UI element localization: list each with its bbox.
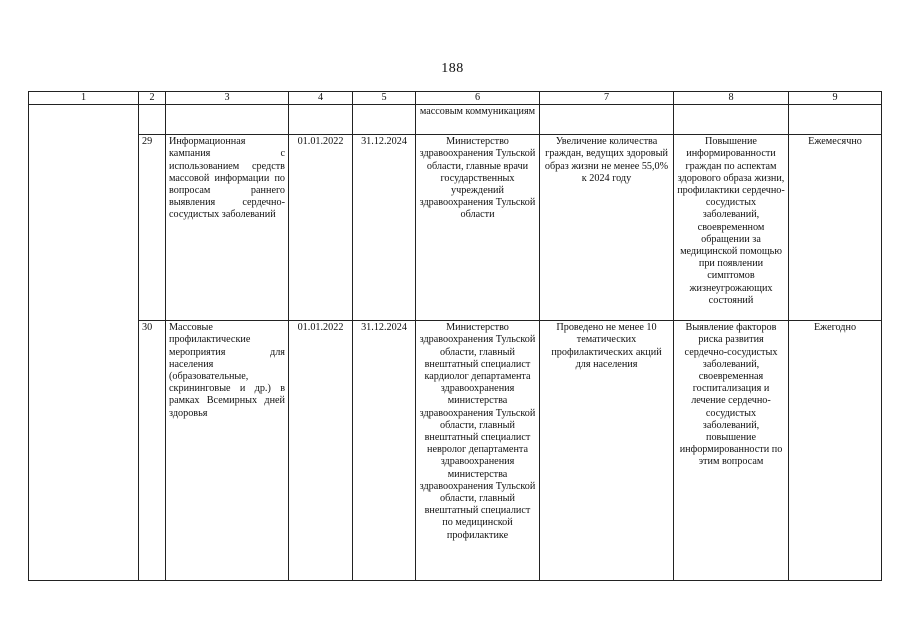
cell-end: 31.12.2024 [353, 321, 416, 581]
cell-end: 31.12.2024 [353, 135, 416, 321]
cell-indicator: Увеличение количества граждан, ведущих здоровый образ жизни не менее 55,0% к 2024 году [540, 135, 674, 321]
column-header-9: 9 [789, 92, 882, 105]
cell-indicator [540, 105, 674, 135]
cell-executor: массовым коммуникациям [416, 105, 540, 135]
cell-name: Информационная кампания с использованием средств массовой информации по вопросам раннего выявления сердечно-сосудистых заболеваний [166, 135, 289, 321]
page-number: 188 [441, 61, 464, 76]
cell-start [289, 105, 353, 135]
cell-end [353, 105, 416, 135]
column-number-row [29, 92, 882, 105]
cell-name [166, 105, 289, 135]
section-cell [29, 105, 139, 581]
cell-executor: Министерство здравоохранения Тульской области, главные врачи государственных учреждений здравоохранения Тульской области [416, 135, 540, 321]
continuation-row [29, 105, 882, 135]
column-header-7: 7 [540, 92, 674, 105]
cell-start: 01.01.2022 [289, 135, 353, 321]
cell-num: 30 [139, 321, 166, 581]
cell-executor: Министерство здравоохранения Тульской области, главный внештатный специалист кардиолог департамента здравоохранения министерства здравоохранения Тульской области, главный внештатный специалист невролог департамента здравоохранения министерства здравоохранения Тульской области, главный внештатный специалист по медицинской профилактике [416, 321, 540, 581]
cell-name: Массовые профилактические мероприятия для населения (образовательные, скрининговые и др.) в рамках Всемирных дней здоровья [166, 321, 289, 581]
cell-start: 01.01.2022 [289, 321, 353, 581]
table-row [29, 135, 882, 321]
cell-result: Повышение информированности граждан по аспектам здорового образа жизни, профилактики сердечно-сосудистых заболеваний, своевременном обращении за медицинской помощью при появлении симптомов жизнеугрожающих состояний [674, 135, 789, 321]
measures-table [28, 91, 882, 581]
column-header-2: 2 [139, 92, 166, 105]
cell-indicator: Проведено не менее 10 тематических профилактических акций для населения [540, 321, 674, 581]
cell-num: 29 [139, 135, 166, 321]
cell-frequency: Ежегодно [789, 321, 882, 581]
cell-result [674, 105, 789, 135]
column-header-5: 5 [353, 92, 416, 105]
column-header-1: 1 [29, 92, 139, 105]
column-header-4: 4 [289, 92, 353, 105]
column-header-8: 8 [674, 92, 789, 105]
cell-num [139, 105, 166, 135]
table-row [29, 321, 882, 581]
cell-frequency: Ежемесячно [789, 135, 882, 321]
cell-frequency [789, 105, 882, 135]
cell-result: Выявление факторов риска развития сердечно-сосудистых заболеваний, своевременная госпитализация и лечение сердечно-сосудистых заболеваний, повышение информированности по этим вопросам [674, 321, 789, 581]
column-header-3: 3 [166, 92, 289, 105]
column-header-6: 6 [416, 92, 540, 105]
